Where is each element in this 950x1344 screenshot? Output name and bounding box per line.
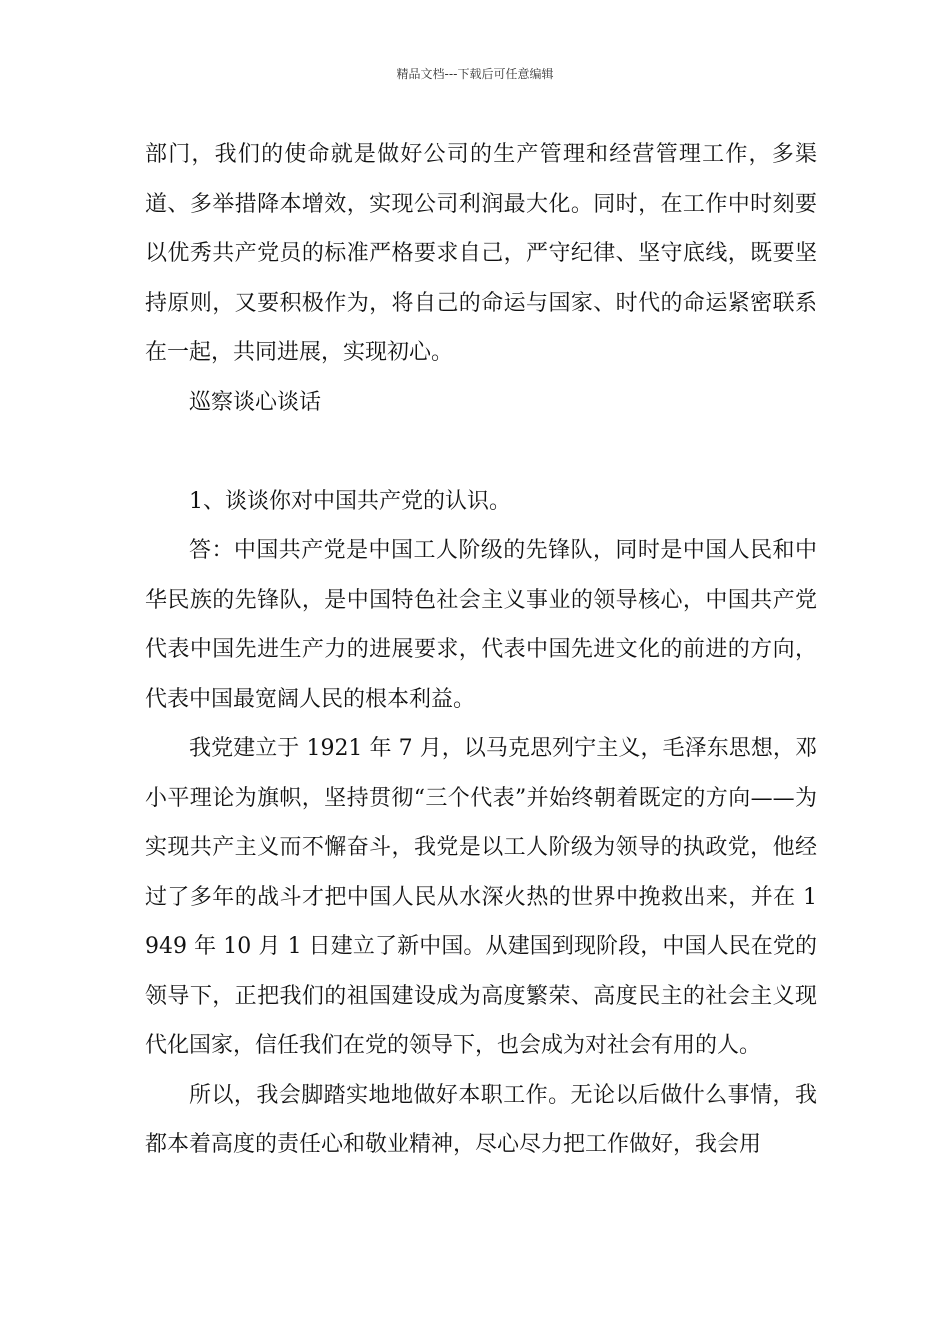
document-body — [145, 130, 817, 1170]
page-header: 精品文档---下载后可任意编辑 — [396, 67, 554, 81]
section-heading: 巡察谈心谈话 — [189, 389, 322, 415]
answer-paragraph: 答：中国共产党是中国工人阶级的先锋队，同时是中国人民和中华民族的先锋队，是中国特色社会主义事业的领导核心，中国共产党代表中国先进生产力的进展要求，代表中国先进文化的前进的方向，代表中国最宽阔人民的根本利益。 — [145, 538, 817, 712]
commitment-paragraph: 所以，我会脚踏实地地做好本职工作。无论以后做什么事情，我都本着高度的责任心和敬业精神，尽心尽力把工作做好，我会用 — [145, 1082, 817, 1157]
blank-line — [145, 427, 817, 477]
history-paragraph: 我党建立于 1921 年 7 月，以马克思列宁主义，毛泽东思想，邓小平理论为旗帜，坚持贯彻“三个代表”并始终朝着既定的方向——为实现共产主义而不懈奋斗，我党是以工人阶级为领导的执政党，他经过了多年的战斗才把中国人民从水深火热的世界中挽救出来，并在 1949 年 10 月 1 日建立了新中国。从建国到现阶段，中国人民在党的领导下，正把我们的祖国建设成为高度繁荣、高度民主的社会主义现代化国家，信任我们在党的领导下，也会成为对社会有用的人。 — [145, 736, 817, 1058]
question-heading: 1、谈谈你对中国共产党的认识。 — [189, 488, 511, 514]
paragraph-continuation: 部门，我们的使命就是做好公司的生产管理和经营管理工作，多渠道、多举措降本增效，实现公司利润最大化。同时，在工作中时刻要以优秀共产党员的标准严格要求自己，严守纪律、坚守底线，既要坚持原则，又要积极作为，将自己的命运与国家、时代的命运紧密联系在一起，共同进展，实现初心。 — [145, 142, 817, 365]
